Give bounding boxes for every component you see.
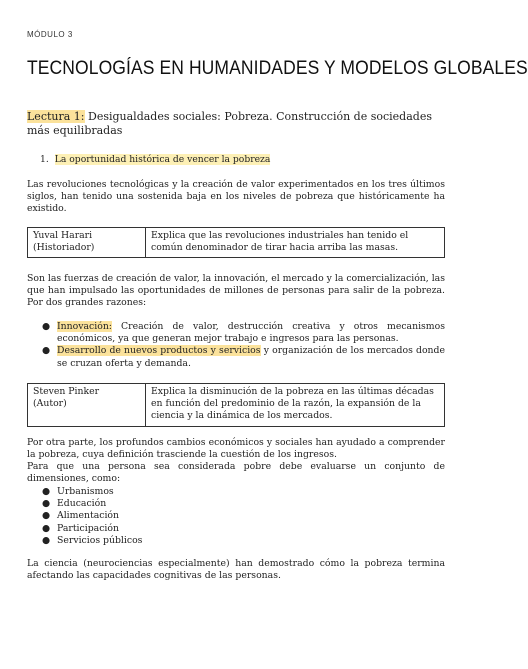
author-cell [28, 228, 146, 258]
section-heading [40, 154, 270, 165]
bullet-icon: ● [42, 486, 51, 497]
author-description: Explica que las revoluciones industriales han tenido el común denominador de tirar hacia arriba las masas. [146, 228, 445, 258]
dimension-label: Servicios públicos [57, 534, 143, 546]
author-name: Steven Pinker [33, 386, 100, 397]
author-table-harari [27, 227, 445, 258]
reading-label: Lectura 1: [27, 110, 85, 123]
document-title: TECNOLOGÍAS EN HUMANIDADES Y MODELOS GLOBALES [27, 56, 528, 79]
author-table-pinker [27, 383, 445, 427]
bullet-icon: ● [42, 522, 51, 534]
bullet-icon: ● [42, 345, 51, 357]
dimension-label: Urbanismos [57, 486, 114, 497]
paragraph-dimensions: Para que una persona sea considerada pobre debe evaluarse un conjunto de dimensiones, como: [27, 461, 445, 485]
reason-term: Innovación: [57, 321, 112, 332]
paragraph-changes: Por otra parte, los profundos cambios económicos y sociales han ayudado a comprender la pobreza, cuya definición trasciende la cuestión de los ingresos. [27, 437, 445, 461]
reason-term: Desarrollo de nuevos productos y servicios [57, 345, 261, 357]
reason-text: Creación de valor, destrucción creativa y otros mecanismos económicos, ya que generan mejor trabajo e ingresos para las personas. [57, 321, 445, 345]
module-label: MÓDULO 3 [27, 30, 73, 39]
paragraph-forces: Son las fuerzas de creación de valor, la innovación, el mercado y la comercialización, las que han impulsado las oportunidades de millones de personas para salir de la pobreza. Por dos grandes razones: [27, 273, 445, 309]
dimensions-list [40, 486, 340, 547]
reason-text: y organización de los mercados donde se cruzan oferta y demanda. [57, 345, 445, 369]
list-item [40, 523, 340, 535]
author-description: Explica la disminución de la pobreza en las últimas décadas en función del predominio de la razón, la expansión de la ciencia y la dinámica de los mercados. [146, 384, 445, 427]
list-item [40, 510, 340, 522]
dimension-label: Alimentación [57, 510, 120, 522]
reading-text: Desigualdades sociales: Pobreza. Construcción de sociedades más equilibradas [27, 110, 432, 137]
author-name: Yuval Harari [33, 230, 93, 241]
author-role: (Historiador) [33, 242, 95, 254]
table-row [28, 228, 445, 258]
author-cell [28, 384, 146, 427]
bullet-icon: ● [42, 321, 51, 332]
list-item [40, 321, 445, 345]
dimension-label: Educación [57, 498, 107, 510]
table-row [28, 384, 445, 427]
bullet-icon: ● [42, 510, 51, 522]
section-number: 1. [40, 154, 49, 165]
bullet-icon: ● [42, 498, 51, 510]
paragraph-intro: Las revoluciones tecnológicas y la creación de valor experimentados en los tres últimos siglos, han tenido una sostenida baja en los niveles de pobreza que históricamente ha existido. [27, 179, 445, 215]
list-item [40, 535, 340, 547]
bullet-icon: ● [42, 534, 51, 546]
list-item [40, 498, 340, 510]
paragraph-science: La ciencia (neurociencias especialmente) han demostrado cómo la pobreza termina afectando las capacidades cognitivas de las personas. [27, 558, 445, 582]
reading-heading [27, 110, 452, 138]
list-item [40, 486, 340, 498]
author-role: (Autor) [33, 398, 67, 410]
dimension-label: Participación [57, 522, 119, 534]
reasons-list [40, 321, 445, 370]
section-title: La oportunidad histórica de vencer la pobreza [54, 154, 271, 165]
list-item [40, 345, 445, 369]
